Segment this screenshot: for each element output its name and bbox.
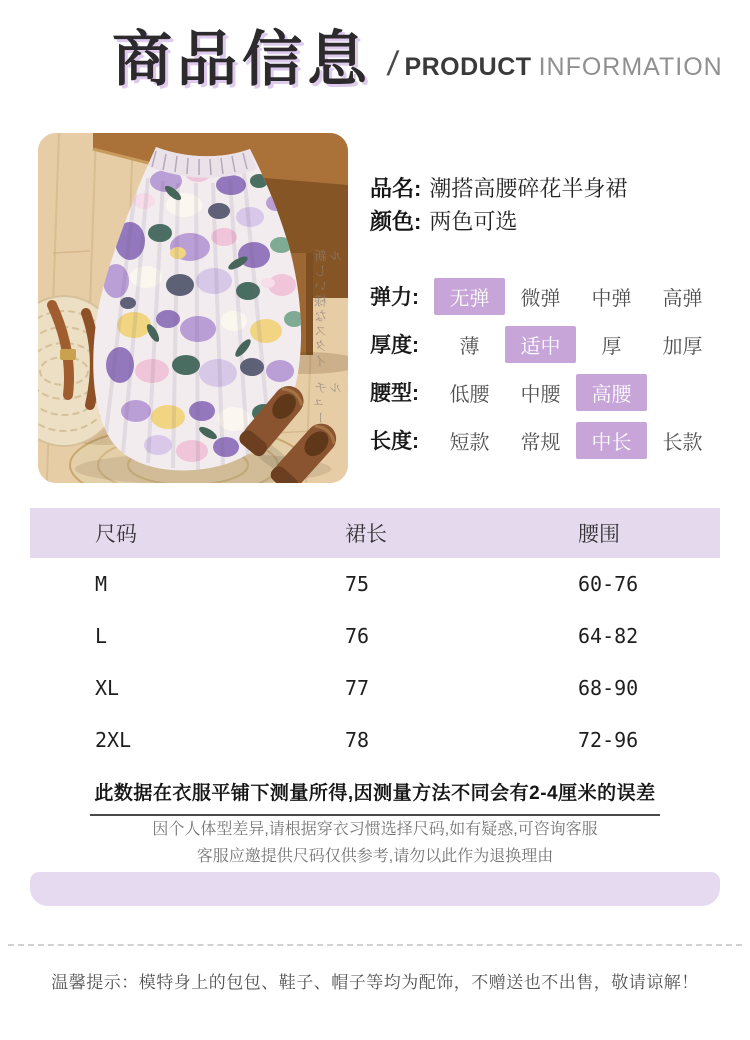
attribute-label: 弹力: (370, 286, 419, 309)
page-title: 商品信息 (112, 26, 372, 93)
field-color (370, 205, 742, 238)
field-label: 颜色: (370, 209, 422, 234)
page-header (112, 26, 723, 93)
column-header-length: 裙长 (345, 523, 387, 546)
product-details (370, 172, 742, 464)
measurement-notes (0, 778, 750, 870)
table-row (30, 662, 720, 714)
cell-length: 77 (345, 676, 370, 700)
cell-waist: 68-90 (578, 676, 639, 700)
attribute-option: 常规 (520, 431, 561, 454)
attribute-label: 厚度: (370, 334, 419, 357)
attribute-label: 长度: (370, 430, 419, 453)
subtitle-strong: PRODUCT (404, 53, 532, 81)
attribute-row-length (370, 416, 742, 464)
cell-waist: 72-96 (578, 728, 639, 752)
measurement-disclaimer: 此数据在衣服平铺下测量所得,因测量方法不同会有2-4厘米的误差 (90, 778, 659, 816)
cell-waist: 60-76 (578, 572, 639, 596)
attribute-option: 高腰 (576, 374, 647, 411)
attribute-option: 加厚 (662, 335, 703, 358)
column-header-size: 尺码 (95, 523, 137, 546)
size-table (30, 508, 720, 766)
photo-vertical-caption (314, 249, 344, 439)
field-value: 两色可选 (429, 209, 518, 234)
table-row (30, 714, 720, 766)
size-table-header (30, 508, 720, 558)
attribute-row-thickness (370, 320, 742, 368)
dashed-divider (8, 944, 742, 946)
attribute-option: 高弹 (662, 287, 703, 310)
field-product-name (370, 172, 742, 205)
attribute-row-waist-type (370, 368, 742, 416)
attribute-list (370, 272, 742, 464)
cell-length: 78 (345, 728, 370, 752)
attribute-option: 微弹 (520, 287, 561, 310)
vertical-caption-side: チュール (314, 381, 344, 427)
cell-size: 2XL (95, 728, 132, 752)
cell-waist: 64-82 (578, 624, 639, 648)
cell-size: M (95, 572, 108, 596)
table-row (30, 558, 720, 610)
attribute-row-elasticity (370, 272, 742, 320)
attribute-option: 长款 (662, 431, 703, 454)
column-header-waist: 腰围 (578, 523, 620, 546)
cell-size: L (95, 624, 108, 648)
attribute-option: 中腰 (520, 383, 561, 406)
attribute-option: 短款 (449, 431, 490, 454)
service-reference-note: 客服应邀提供尺码仅供参考,请勿以此作为退换理由 (196, 848, 554, 865)
purple-divider-bar (30, 872, 720, 906)
attribute-option: 适中 (505, 326, 576, 363)
product-photo (38, 133, 348, 483)
attribute-option (647, 388, 718, 396)
attribute-option: 中弹 (591, 287, 632, 310)
attribute-label: 腰型: (370, 382, 419, 405)
cell-length: 75 (345, 572, 370, 596)
product-photo-illustration (38, 133, 348, 483)
table-row (30, 610, 720, 662)
field-value: 潮搭高腰碎花半身裙 (429, 176, 628, 201)
field-label: 品名: (370, 176, 422, 201)
slash-divider: / (385, 45, 401, 83)
subtitle-light: INFORMATION (538, 53, 723, 81)
attribute-option: 无弹 (434, 278, 505, 315)
attribute-option: 薄 (459, 335, 480, 358)
attribute-option: 中长 (576, 422, 647, 459)
vertical-caption-main: 新しい様なスタイル (314, 249, 344, 369)
attribute-option: 厚 (601, 335, 622, 358)
attribute-option: 低腰 (449, 383, 490, 406)
cell-length: 76 (345, 624, 370, 648)
size-advice-note: 因个人体型差异,请根据穿衣习惯选择尺码,如有疑惑,可咨询客服 (152, 821, 598, 838)
warm-tip-note: 温馨提示：模特身上的包包、鞋子、帽子等均为配饰，不赠送也不出售，敬请谅解！ (51, 973, 699, 992)
cell-size: XL (95, 676, 120, 700)
page-subtitle (385, 45, 723, 84)
